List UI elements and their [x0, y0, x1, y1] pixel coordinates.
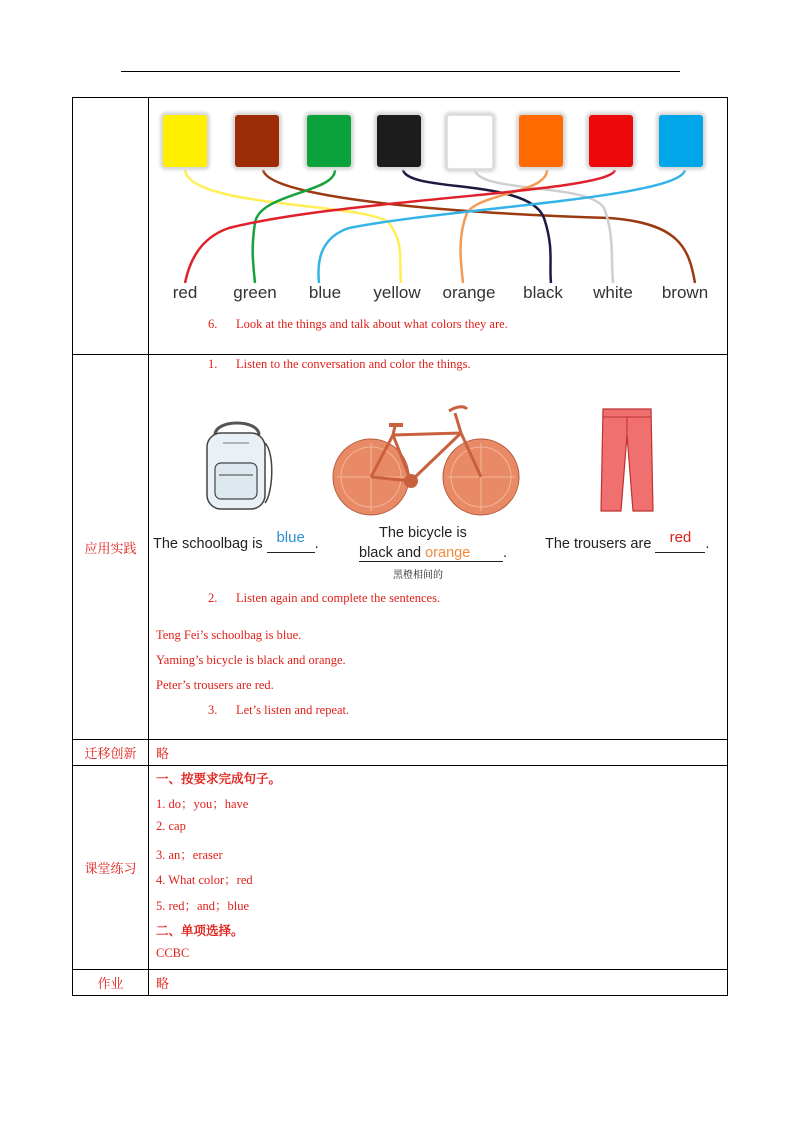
transfer-value: 略 — [156, 747, 170, 762]
blue-line — [318, 170, 685, 283]
header-rule — [121, 71, 680, 72]
schoolbag-blank — [267, 529, 315, 553]
bicycle-suffix: . — [503, 545, 508, 561]
item1-text: Listen to the conversation and color the things. — [236, 357, 471, 371]
classwork-heading-1: 一、按要求完成句子。 — [156, 771, 282, 786]
item2-number: 2. — [208, 591, 218, 605]
color-word-yellow: yellow — [373, 283, 421, 302]
color-word-orange: orange — [442, 283, 496, 302]
item3-number: 3. — [208, 703, 218, 717]
bicycle-caption-line2 — [359, 545, 507, 562]
color-word-white: white — [593, 283, 633, 302]
row-homework — [73, 970, 728, 996]
bicycle-note: 黑橙相间的 — [393, 570, 443, 581]
swatch-yellow — [163, 115, 207, 167]
color-matching-cell — [149, 98, 728, 355]
classwork-item-5: 5. red；and；blue — [156, 899, 250, 913]
item1-number: 1. — [208, 357, 218, 371]
schoolbag-fill: blue — [276, 529, 305, 546]
sentence-2: Yaming’s bicycle is black and orange. — [156, 653, 346, 667]
lesson-table — [72, 97, 728, 996]
row-transfer — [73, 740, 728, 766]
brown-line — [263, 170, 695, 283]
bicycle-blank — [359, 545, 503, 562]
item2-text: Listen again and complete the sentences. — [236, 591, 441, 605]
item3-text: Let’s listen and repeat. — [236, 703, 350, 717]
swatch-black — [377, 115, 421, 167]
classwork-item-1: 1. do；you；have — [156, 797, 249, 811]
color-word-red: red — [172, 283, 198, 302]
trousers-image — [597, 405, 657, 515]
row-practice — [73, 355, 728, 740]
swatch-white — [447, 115, 493, 169]
color-word-black: black — [523, 283, 563, 302]
trousers-caption — [545, 529, 710, 553]
bicycle-caption-line1: The bicycle is — [379, 525, 467, 541]
classwork-heading-2: 二、单项选择。 — [156, 923, 244, 938]
bicycle-image — [331, 399, 521, 519]
classwork-item-4: 4. What color；red — [156, 873, 253, 887]
schoolbag-suffix: . — [314, 536, 319, 552]
color-word-blue: blue — [308, 283, 342, 302]
item6 — [208, 317, 508, 332]
transfer-label: 迁移创新 — [73, 740, 149, 766]
practice-label: 应用实践 — [73, 355, 149, 740]
trousers-fill: red — [669, 529, 692, 546]
item6-text: Look at the things and talk about what colors they are. — [236, 317, 508, 331]
schoolbag-image — [201, 413, 273, 513]
classwork-item-3: 3. an；eraser — [156, 848, 223, 862]
homework-cell — [149, 970, 728, 996]
swatch-red — [589, 115, 633, 167]
row-classwork — [73, 766, 728, 970]
swatch-blue — [659, 115, 703, 167]
sentence-3: Peter’s trousers are red. — [156, 678, 274, 692]
transfer-cell — [149, 740, 728, 766]
classwork-cell — [149, 766, 728, 970]
classwork-label: 课堂练习 — [73, 766, 149, 970]
trousers-prefix: The trousers are — [545, 536, 652, 552]
classwork-answer: CCBC — [156, 946, 190, 960]
schoolbag-caption — [153, 529, 319, 553]
swatch-orange — [519, 115, 563, 167]
trousers-blank — [655, 529, 705, 553]
item6-number: 6. — [208, 317, 218, 331]
item1 — [208, 357, 471, 372]
item3 — [208, 703, 349, 718]
row1-label — [73, 98, 149, 355]
practice-cell — [149, 355, 728, 740]
homework-label: 作业 — [73, 970, 149, 996]
color-word-brown: brown — [661, 283, 709, 302]
bicycle-fill: orange — [425, 545, 471, 561]
item2 — [208, 591, 440, 606]
schoolbag-prefix: The schoolbag is — [153, 536, 263, 552]
swatch-green — [307, 115, 351, 167]
trousers-suffix: . — [705, 536, 710, 552]
bicycle-prefix: black and — [359, 545, 422, 561]
sentence-1: Teng Fei’s schoolbag is blue. — [156, 628, 302, 642]
row-color-matching — [73, 98, 728, 355]
swatch-brown — [235, 115, 279, 167]
classwork-item-2: 2. cap — [156, 819, 186, 833]
color-word-green: green — [233, 283, 277, 302]
homework-value: 略 — [156, 977, 170, 992]
